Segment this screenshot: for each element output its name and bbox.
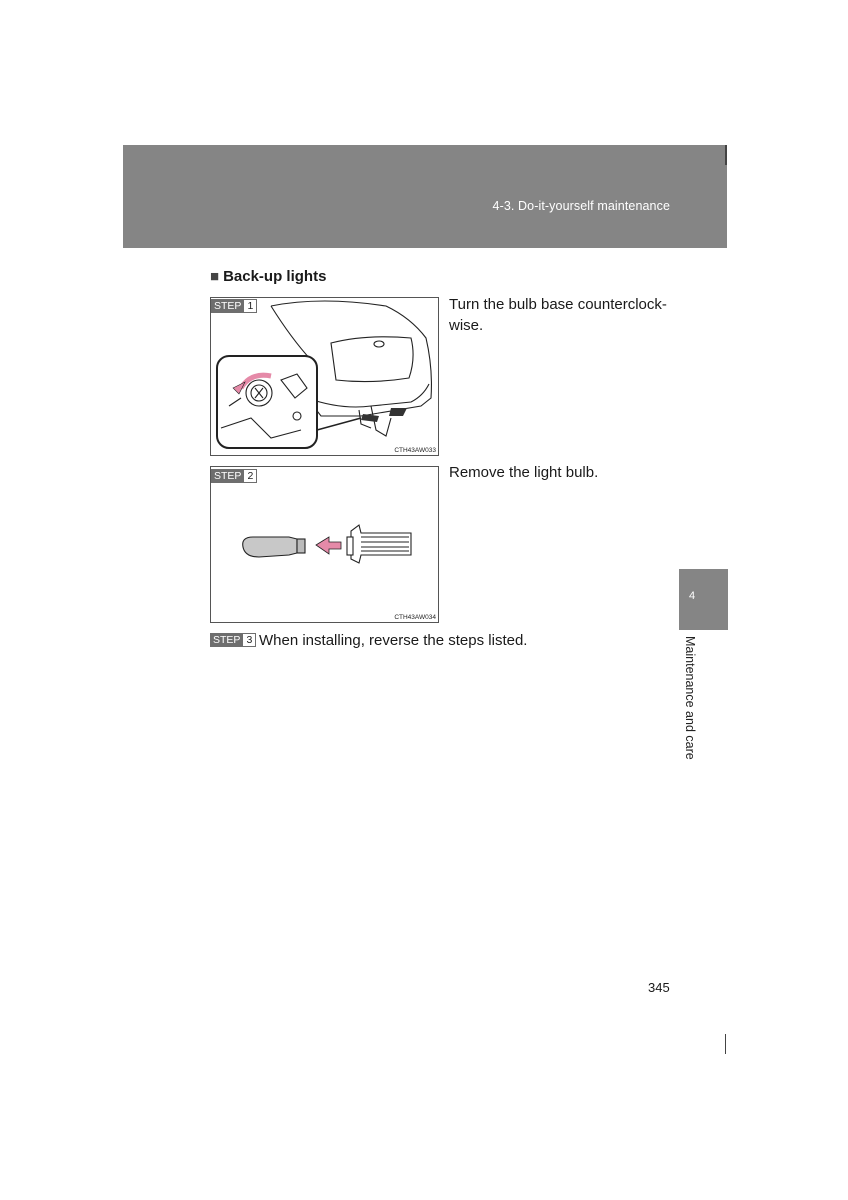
step-label: STEP (211, 299, 244, 313)
step-number: 1 (244, 299, 257, 313)
figure-code: CTH43AW033 (394, 447, 436, 454)
chapter-number: 4 (689, 590, 696, 602)
section-title-text: Back-up lights (223, 268, 327, 285)
section-title (210, 268, 326, 285)
step-label: STEP (210, 633, 243, 647)
step-badge-2 (211, 469, 257, 483)
step-1-text: Turn the bulb base counterclock- wise. (449, 296, 667, 334)
chapter-title: Maintenance and care (683, 636, 697, 760)
step-label: STEP (211, 469, 244, 483)
step-badge-3 (210, 633, 256, 647)
section-header-title: 4-3. Do-it-yourself maintenance (492, 199, 670, 213)
figure-code: CTH43AW034 (394, 614, 436, 621)
step-2-text: Remove the light bulb. (449, 464, 599, 481)
page-number: 345 (648, 980, 670, 995)
step-3-text: When installing, reverse the steps listed. (259, 632, 528, 649)
step-badge-1 (211, 299, 257, 313)
crop-mark-bottom (725, 1034, 726, 1054)
step-number: 3 (243, 633, 256, 647)
figure-step-1 (210, 297, 439, 456)
crop-mark-top (725, 145, 727, 165)
rear-bumper-illustration (211, 298, 438, 455)
chapter-tab (679, 569, 728, 630)
figure-step-2 (210, 466, 439, 623)
header-band (123, 145, 727, 248)
bulb-removal-illustration (211, 467, 438, 622)
step-number: 2 (244, 469, 257, 483)
section-bullet: ■ (210, 268, 220, 285)
